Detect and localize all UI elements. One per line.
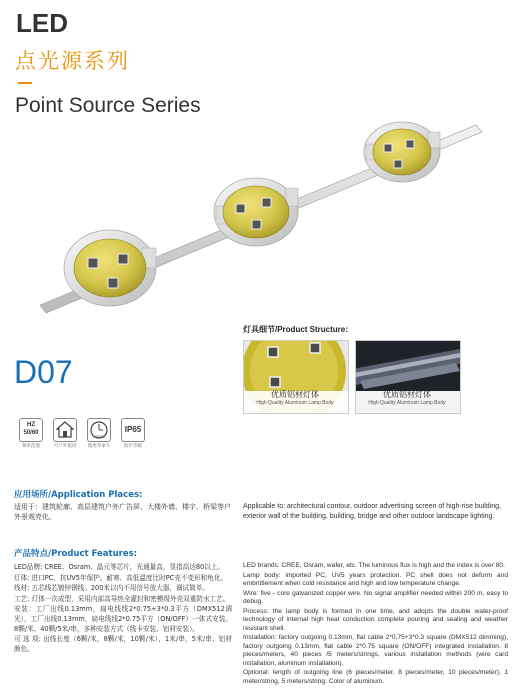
caption-cn: 优质铝材灯体 — [383, 390, 431, 399]
led-node — [364, 122, 440, 182]
feature-item: Installation: factory outgoing 0.13mm, flat cable 2*0.75+3*0.3 square (DMX512 dimming), factory outgoing 0.13mm, flat cable 2*0.75 square (ON/OFF) integrated installation. 8 pieces/meters, 40 pieces /5 meters/strings, various installation methods (wire card installation, aluminum installation). — [243, 634, 508, 667]
cert-label: 频率范围 — [22, 444, 40, 449]
feature-item: 灯体: 进口PC，抗UV5年保护。耐寒、高低温度比时PC壳不变形和龟化。 — [14, 573, 228, 582]
ip-text: IP65 — [124, 425, 142, 434]
feature-item: 安装：工厂出线0.13mm，扁电线线2*0.75+3*0.3平方（DMX512调光），工厂出线0.13mm，扁电线线2*0.75平方（ON/OFF）一体式安装。8颗/米、40颗/5米/串，多种安装方式（线卡安装、铝材安装）。 — [14, 605, 232, 633]
feature-item: 工艺: 灯体一次成型，采用内部高导热全灌封和密模级外壳双重防水工艺。 — [14, 594, 230, 603]
outdoor-house-icon — [53, 418, 77, 442]
features-list-cn — [14, 563, 232, 655]
feature-item: LED brands: CREE, Osram, wafer, etc. The luminous flux is high and the index is over 80. — [243, 562, 505, 569]
cert-label: 可户外使用 — [53, 444, 77, 449]
brand-title: LED — [16, 8, 68, 38]
feature-item: Wire: five - core galvanized copper wire. No signal amplifier needed within 200 m, easy to debug. — [243, 589, 508, 605]
model-number: D07 — [14, 354, 73, 390]
series-title-en: Point Source Series — [15, 94, 201, 117]
cert-label: 使用寿命久 — [87, 444, 111, 449]
feature-item: 可 选 项: 出线长度（6颗/米，8颗/米，10颗/米），1米/串，5米/串；铝材颜色。 — [14, 635, 232, 653]
led-node — [64, 230, 156, 306]
lifespan-text: 50000h — [93, 435, 105, 439]
features-list-en — [243, 562, 508, 687]
hz-frequency-icon — [19, 418, 43, 442]
caption-en: High Quality Aluminum Lamp Body — [368, 400, 446, 406]
application-text-cn: 适用于：建筑轮廓、高层建筑户外广告屏、大楼外墙、楼宇、桥梁等户外景观亮化。 — [14, 503, 231, 521]
feature-item: LED品牌: CREE、Osram、晶元等芯片，光通量高，显指高达80以上。 — [14, 563, 225, 571]
cert-label: 防护等级 — [124, 444, 142, 449]
caption-en: High Quality Aluminum Lamp Body — [256, 400, 334, 406]
application-text-en: Applicable to: architectural contour, outdoor advertising screen of high-rise building, exterior wall of the building, building, bridge and other outdoor landscape lighting. — [243, 503, 501, 520]
led-node — [214, 178, 298, 246]
features-title: 产品特点/Product Features: — [14, 549, 138, 559]
series-title-cn: 点光源系列 — [15, 49, 130, 73]
accent-dash — [18, 82, 32, 84]
application-title: 应用场所/Application Places: — [14, 490, 143, 500]
feature-item: Lamp body: imported PC, UV5 years protection. PC shell does not deform and embrittlement when cold resistance and high and low temperature change. — [243, 571, 508, 587]
structure-title: 灯具细节/Product Structure: — [243, 325, 348, 334]
lifespan-clock-icon — [87, 418, 111, 442]
feature-item: Process: the lamp body is formed in one time, and adopts the double water-proof technology of internal high heat conduction complete pouring and sealing and weather resistant shell. — [243, 607, 508, 632]
feature-item: 线材: 五芯线芯镀锌钢线。200米以内不用信号放大器，调试简单。 — [14, 584, 209, 593]
ip65-shield-icon — [121, 418, 145, 442]
product-illustration — [30, 120, 490, 320]
caption-cn: 优质铝材灯体 — [271, 390, 319, 399]
feature-item: Optional: length of outgoing line (6 pieces/meter, 8 pieces/meter, 10 pieces/meter), 1 meter/string, 5 meters/string; Color of aluminum. — [243, 669, 508, 685]
hz-text: HZ 50/60 — [23, 422, 39, 436]
